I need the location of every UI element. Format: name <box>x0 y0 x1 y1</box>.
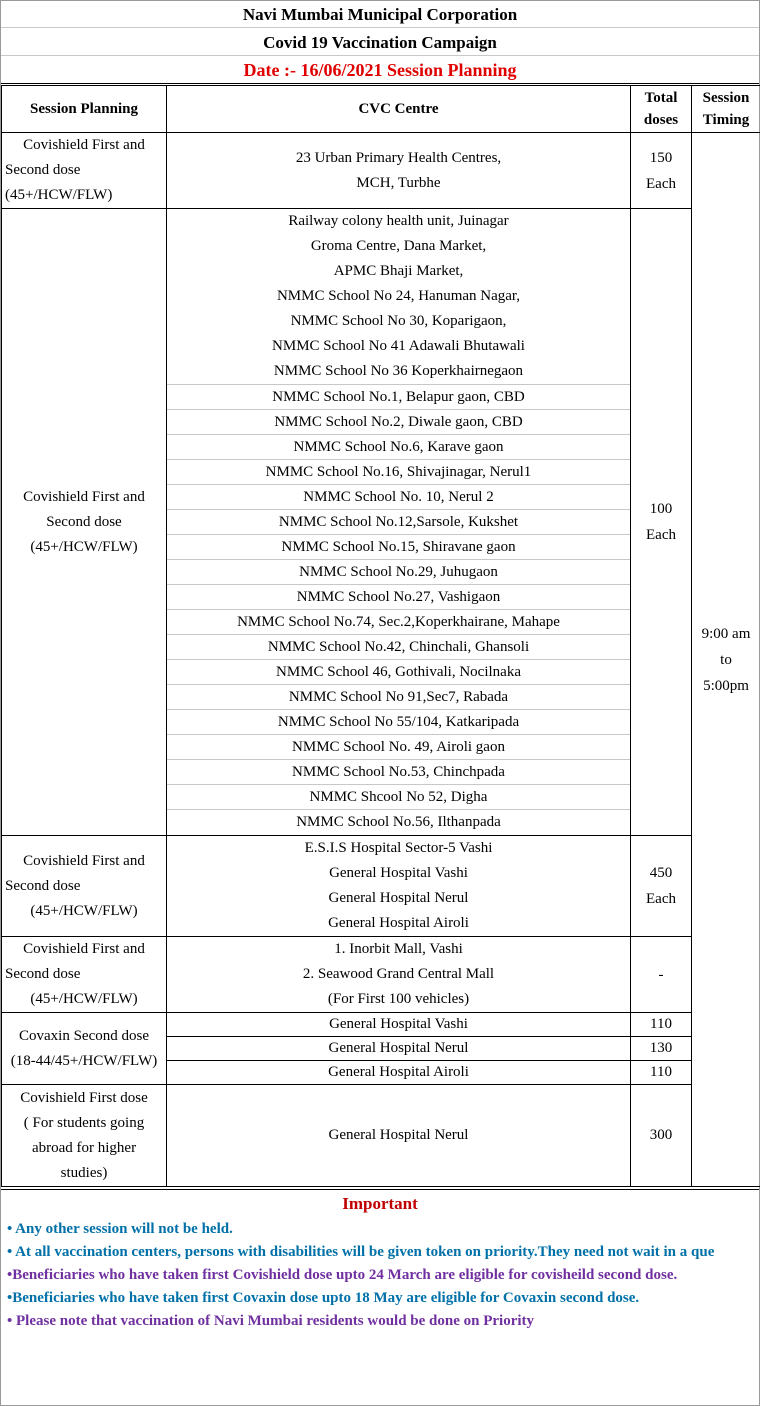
col-total-doses: Total doses <box>631 86 692 133</box>
session-cell-4: Covishield First and Second dose (45+/HCW/FLW) <box>2 937 167 1013</box>
cvc-centre-item: NMMC School No.2, Diwale gaon, CBD <box>167 409 630 434</box>
dose-cell-5b: 130 <box>631 1037 692 1061</box>
important-notes <box>1 1189 759 1406</box>
cvc-cell-6: General Hospital Nerul <box>167 1085 631 1187</box>
dose-cell-1: 150 Each <box>631 133 692 209</box>
dose-cell-4: - <box>631 937 692 1013</box>
date-line: Date :- 16/06/2021 Session Planning <box>1 57 759 84</box>
cvc-centre-item: NMMC School No 41 Adawali Bhutawali <box>272 338 525 354</box>
cvc-centre-item: NMMC School No.27, Vashigaon <box>167 584 630 609</box>
dose-cell-5c: 110 <box>631 1061 692 1085</box>
cvc-centre-item: NMMC Shcool No 52, Digha <box>167 784 630 809</box>
session-cell-2: Covishield First and Second dose (45+/HCW/FLW) <box>2 209 167 836</box>
session-cell-3: Covishield First and Second dose (45+/HCW/FLW) <box>2 836 167 937</box>
cvc-centre-item: NMMC School No.16, Shivajinagar, Nerul1 <box>167 459 630 484</box>
cvc-centre-item: NMMC School No.74, Sec.2,Koperkhairane, Mahape <box>167 609 630 634</box>
cvc-centre-item: NMMC School No.56, Ilthanpada <box>167 809 630 834</box>
dose-cell-3: 450 Each <box>631 836 692 937</box>
cvc-cell-4: 1. Inorbit Mall, Vashi 2. Seawood Grand Central Mall (For First 100 vehicles) <box>167 937 631 1013</box>
cvc-centre-item: NMMC School No.29, Juhugaon <box>167 559 630 584</box>
cvc-cell-5a: General Hospital Vashi <box>167 1013 631 1037</box>
note-bullet: • Any other session will not be held. <box>7 1221 233 1237</box>
note-bullet: •Beneficiaries who have taken first Covaxin dose upto 18 May are eligible for Covaxin second dose. <box>7 1290 640 1306</box>
cvc-cell-3: E.S.I.S Hospital Sector-5 Vashi General Hospital Vashi General Hospital Nerul General Hospital Airoli <box>167 836 631 937</box>
cvc-centre-item: Groma Centre, Dana Market, <box>310 238 487 254</box>
cvc-centre-item: NMMC School No 24, Hanuman Nagar, <box>276 288 521 304</box>
cvc-centre-item: NMMC School No. 49, Airoli gaon <box>167 734 630 759</box>
cvc-centre-item: NMMC School No.53, Chinchpada <box>167 759 630 784</box>
dose-cell-2: 100 Each <box>631 209 692 836</box>
dose-cell-6: 300 <box>631 1085 692 1187</box>
cvc-centre-item: NMMC School No. 10, Nerul 2 <box>167 484 630 509</box>
cvc-cell-2 <box>167 209 631 836</box>
important-title: Important <box>342 1194 418 1213</box>
session-table <box>1 85 760 1187</box>
group-row-6 <box>2 1085 760 1187</box>
cvc-cell-5b: General Hospital Nerul <box>167 1037 631 1061</box>
col-session-timing: Session Timing <box>692 86 760 133</box>
cvc-centre-item: NMMC School No.42, Chinchali, Ghansoli <box>167 634 630 659</box>
dose-cell-5a: 110 <box>631 1013 692 1037</box>
group-row-3 <box>2 836 760 937</box>
timing-cell: 9:00 am to 5:00pm <box>692 133 760 1187</box>
note-bullet: • Please note that vaccination of Navi Mumbai residents would be done on Priority <box>7 1313 535 1329</box>
group-row-5a <box>2 1013 760 1037</box>
cvc-centre-item: Railway colony health unit, Juinagar <box>288 213 509 229</box>
session-cell-6: Covishield First dose ( For students going abroad for higher studies) <box>2 1085 167 1187</box>
cvc-centre-item: NMMC School No 55/104, Katkaripada <box>167 709 630 734</box>
cvc-centre-item: NMMC School No 30, Koparigaon, <box>290 313 507 329</box>
cvc-centre-item: NMMC School No 91,Sec7, Rabada <box>167 684 630 709</box>
cvc-centre-item: NMMC School No 36 Koperkhairnegaon <box>273 363 524 379</box>
note-bullet: • At all vaccination centers, persons with disabilities will be given token on priority.They need not wait in a que <box>7 1244 715 1260</box>
group-row-2 <box>2 209 760 836</box>
org-title: Navi Mumbai Municipal Corporation <box>1 1 759 28</box>
note-bullet: •Beneficiaries who have taken first Covishield dose upto 24 March are eligible for covisheild second dose. <box>7 1267 678 1283</box>
cvc-cell-5c: General Hospital Airoli <box>167 1061 631 1085</box>
table-header-row <box>2 86 760 133</box>
cvc-centre-item: NMMC School No.1, Belapur gaon, CBD <box>167 384 630 409</box>
cvc-centre-item: APMC Bhaji Market, <box>333 263 464 279</box>
col-session-planning: Session Planning <box>2 86 167 133</box>
session-cell-1: Covishield First and Second dose (45+/HCW/FLW) <box>2 133 167 209</box>
col-cvc-centre: CVC Centre <box>167 86 631 133</box>
cvc-centre-item: NMMC School No.6, Karave gaon <box>167 434 630 459</box>
group-row-1 <box>2 133 760 209</box>
cvc-centre-item: NMMC School No.15, Shiravane gaon <box>167 534 630 559</box>
session-cell-5: Covaxin Second dose (18-44/45+/HCW/FLW) <box>2 1013 167 1085</box>
campaign-title: Covid 19 Vaccination Campaign <box>1 29 759 56</box>
cvc-centre-item: NMMC School 46, Gothivali, Nocilnaka <box>167 659 630 684</box>
cvc-cell-1: 23 Urban Primary Health Centres, MCH, Turbhe <box>167 133 631 209</box>
cvc-centre-item: NMMC School No.12,Sarsole, Kukshet <box>167 509 630 534</box>
group-row-4 <box>2 937 760 1013</box>
